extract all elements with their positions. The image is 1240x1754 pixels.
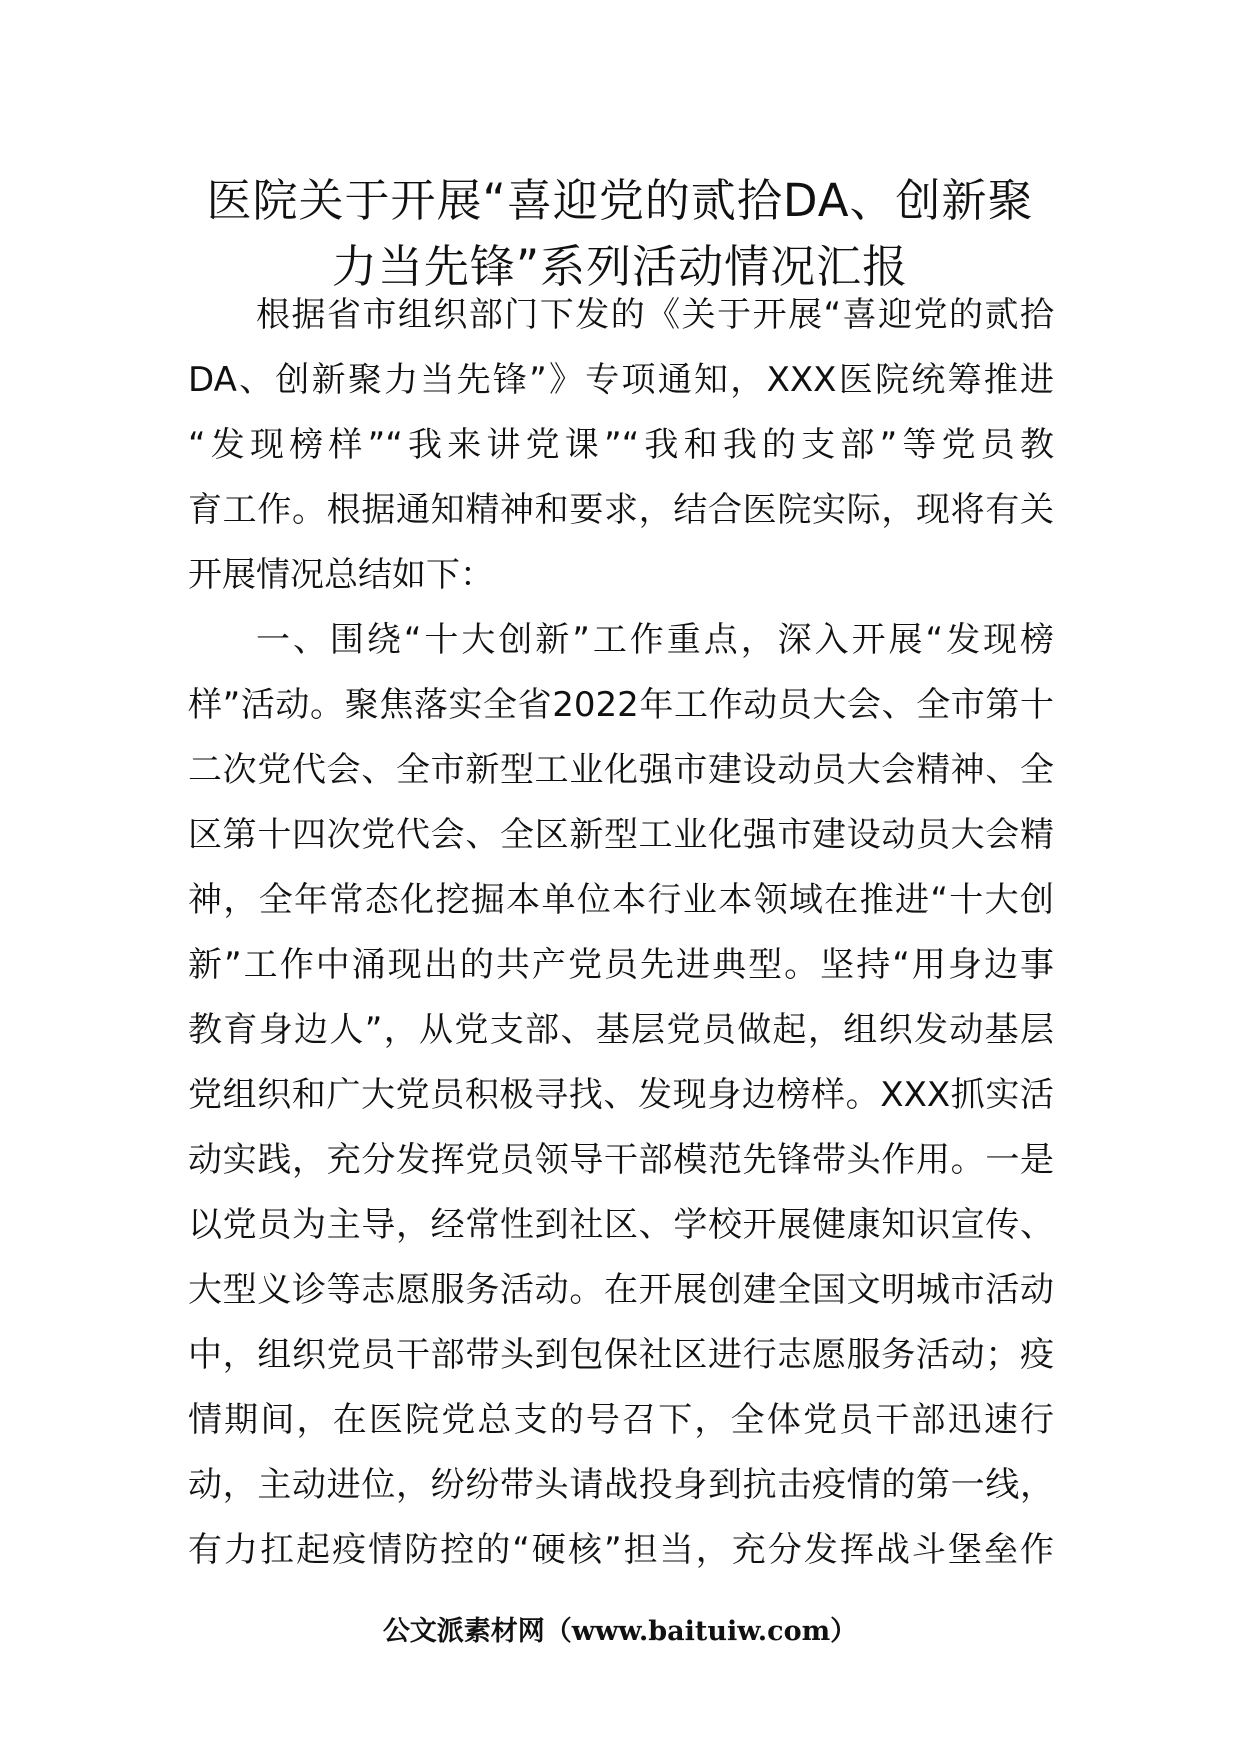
document-body: [188, 283, 1054, 1583]
text-line: 开展情况总结如下：: [188, 555, 494, 595]
text-line: 区第十四次党代会、全区新型工业化强市建设动员大会精: [188, 815, 1054, 855]
text-line: 教育身边人”，从党支部、基层党员做起，组织发动基层: [188, 1010, 1054, 1050]
footer-watermark: 公文派素材网（www.baituiw.com）: [382, 1616, 858, 1647]
text-line: 样”活动。聚焦落实全省2022年工作动员大会、全市第十: [188, 685, 1054, 725]
text-line: 二次党代会、全市新型工业化强市建设动员大会精神、全: [188, 750, 1054, 790]
text-line: 动，主动进位，纷纷带头请战投身到抗击疫情的第一线，: [188, 1465, 1054, 1505]
text-line: 中，组织党员干部带头到包保社区进行志愿服务活动；疫: [188, 1335, 1054, 1375]
text-line: 情期间，在医院党总支的号召下，全体党员干部迅速行: [188, 1400, 1054, 1440]
text-line: 以党员为主导，经常性到社区、学校开展健康知识宣传、: [188, 1205, 1054, 1245]
text-line: 大型义诊等志愿服务活动。在开展创建全国文明城市活动: [188, 1270, 1054, 1310]
page-title: [170, 168, 1070, 300]
text-line: DA、创新聚力当先锋”》专项通知，XXX医院统筹推进: [188, 360, 1054, 400]
title-line: 力当先锋”系列活动情况汇报: [331, 240, 909, 293]
text-line: “发现榜样”“我来讲党课”“我和我的支部”等党员教: [188, 425, 1054, 465]
text-line: 新”工作中涌现出的共产党员先进典型。坚持“用身边事: [188, 945, 1054, 985]
text-line: 动实践，充分发挥党员领导干部模范先锋带头作用。一是: [188, 1140, 1054, 1180]
text-line: 育工作。根据通知精神和要求，结合医院实际，现将有关: [188, 490, 1054, 530]
text-line: 党组织和广大党员积极寻找、发现身边榜样。XXX抓实活: [188, 1075, 1054, 1115]
paragraph-intro: [188, 283, 1054, 608]
text-line: 有力扛起疫情防控的“硬核”担当，充分发挥战斗堡垒作: [188, 1530, 1054, 1570]
text-line: 根据省市组织部门下发的《关于开展“喜迎党的贰拾: [256, 295, 1054, 335]
paragraph-section-one: [188, 608, 1054, 1583]
title-line: 医院关于开展“喜迎党的贰拾DA、创新聚: [206, 174, 1034, 227]
text-line: 神，全年常态化挖掘本单位本行业本领域在推进“十大创: [188, 880, 1054, 920]
text-line: 一、围绕“十大创新”工作重点，深入开展“发现榜: [256, 620, 1054, 660]
